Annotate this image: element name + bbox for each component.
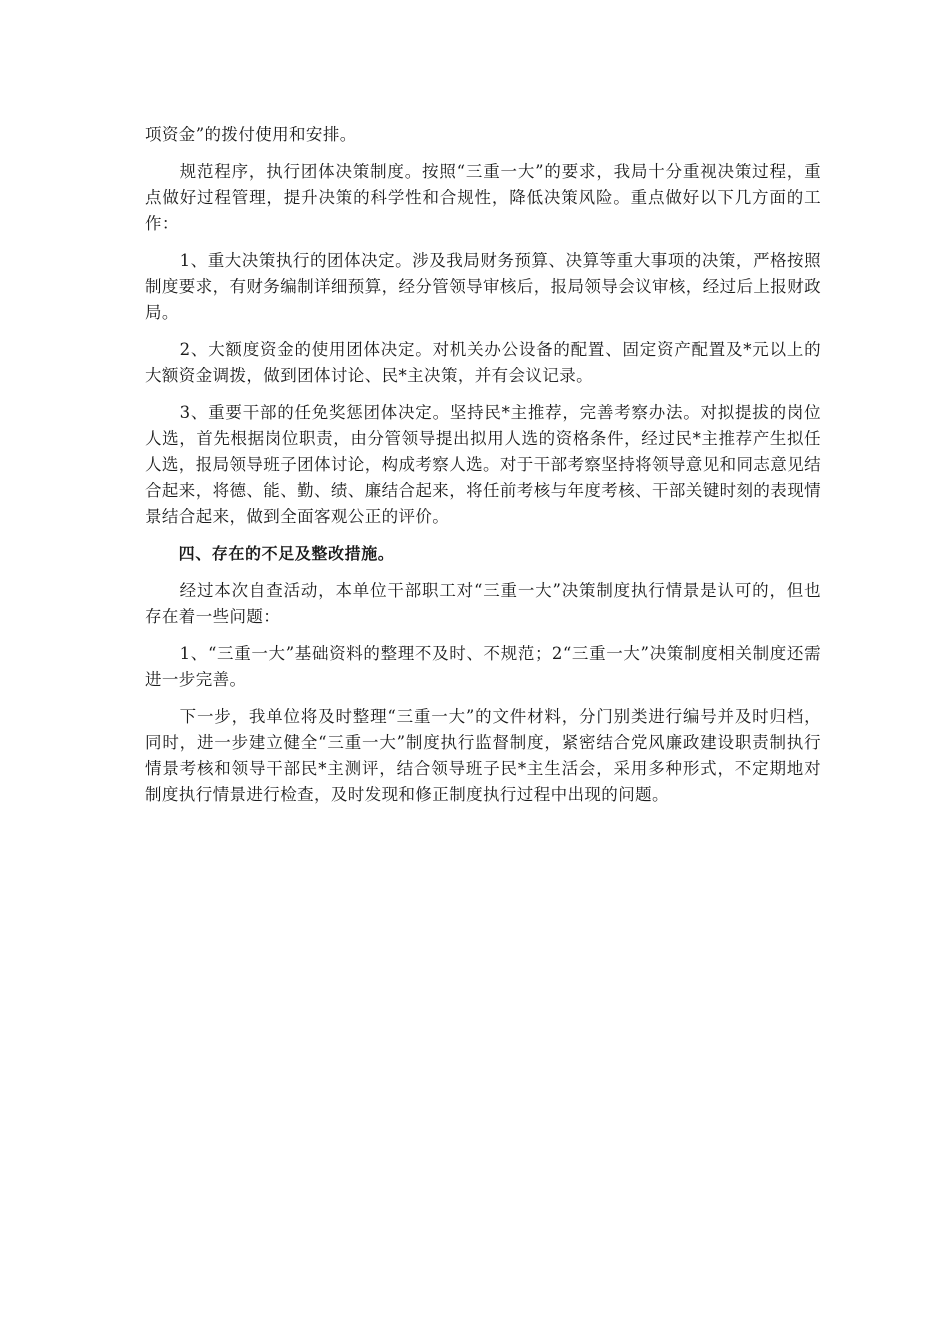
paragraph-continuation: 项资金”的拨付使用和安排。 [145, 125, 357, 144]
paragraph-procedure: 规范程序，执行团体决策制度。按照“三重一大”的要求，我局十分重视决策过程，重点做好过程管理，提升决策的科学性和合规性，降低决策风险。重点做好以下几方面的工作： [145, 162, 821, 233]
paragraph-self-check: 经过本次自查活动，本单位干部职工对“三重一大”决策制度执行情景是认可的，但也存在着一些问题： [145, 581, 821, 626]
paragraph-item-1: 1、重大决策执行的团体决定。涉及我局财务预算、决算等重大事项的决策，严格按照制度要求，有财务编制详细预算，经分管领导审核后，报局领导会议审核，经过后上报财政局。 [145, 251, 821, 322]
section-heading-4: 四、存在的不足及整改措施。 [178, 544, 395, 563]
paragraph-item-2: 2、大额度资金的使用团体决定。对机关办公设备的配置、固定资产配置及*元以上的大额资金调拨，做到团体讨论、民*主决策，并有会议记录。 [145, 340, 821, 385]
document-body [145, 122, 821, 819]
paragraph-next-steps: 下一步，我单位将及时整理“三重一大”的文件材料，分门别类进行编号并及时归档，同时，进一步建立健全“三重一大”制度执行监督制度，紧密结合党风廉政建设职责制执行情景考核和领导干部民*主测评，结合领导班子民*主生活会，采用多种形式，不定期地对制度执行情景进行检查，及时发现和修正制度执行过程中出现的问题。 [145, 707, 821, 804]
paragraph-problems: 1、“三重一大”基础资料的整理不及时、不规范；2“三重一大”决策制度相关制度还需进一步完善。 [145, 644, 821, 689]
paragraph-item-3: 3、重要干部的任免奖惩团体决定。坚持民*主推荐，完善考察办法。对拟提拔的岗位人选，首先根据岗位职责，由分管领导提出拟用人选的资格条件，经过民*主推荐产生拟任人选，报局领导班子团体讨论，构成考察人选。对于干部考察坚持将领导意见和同志意见结合起来，将德、能、勤、绩、廉结合起来，将任前考核与年度考核、干部关键时刻的表现情景结合起来，做到全面客观公正的评价。 [145, 403, 821, 526]
